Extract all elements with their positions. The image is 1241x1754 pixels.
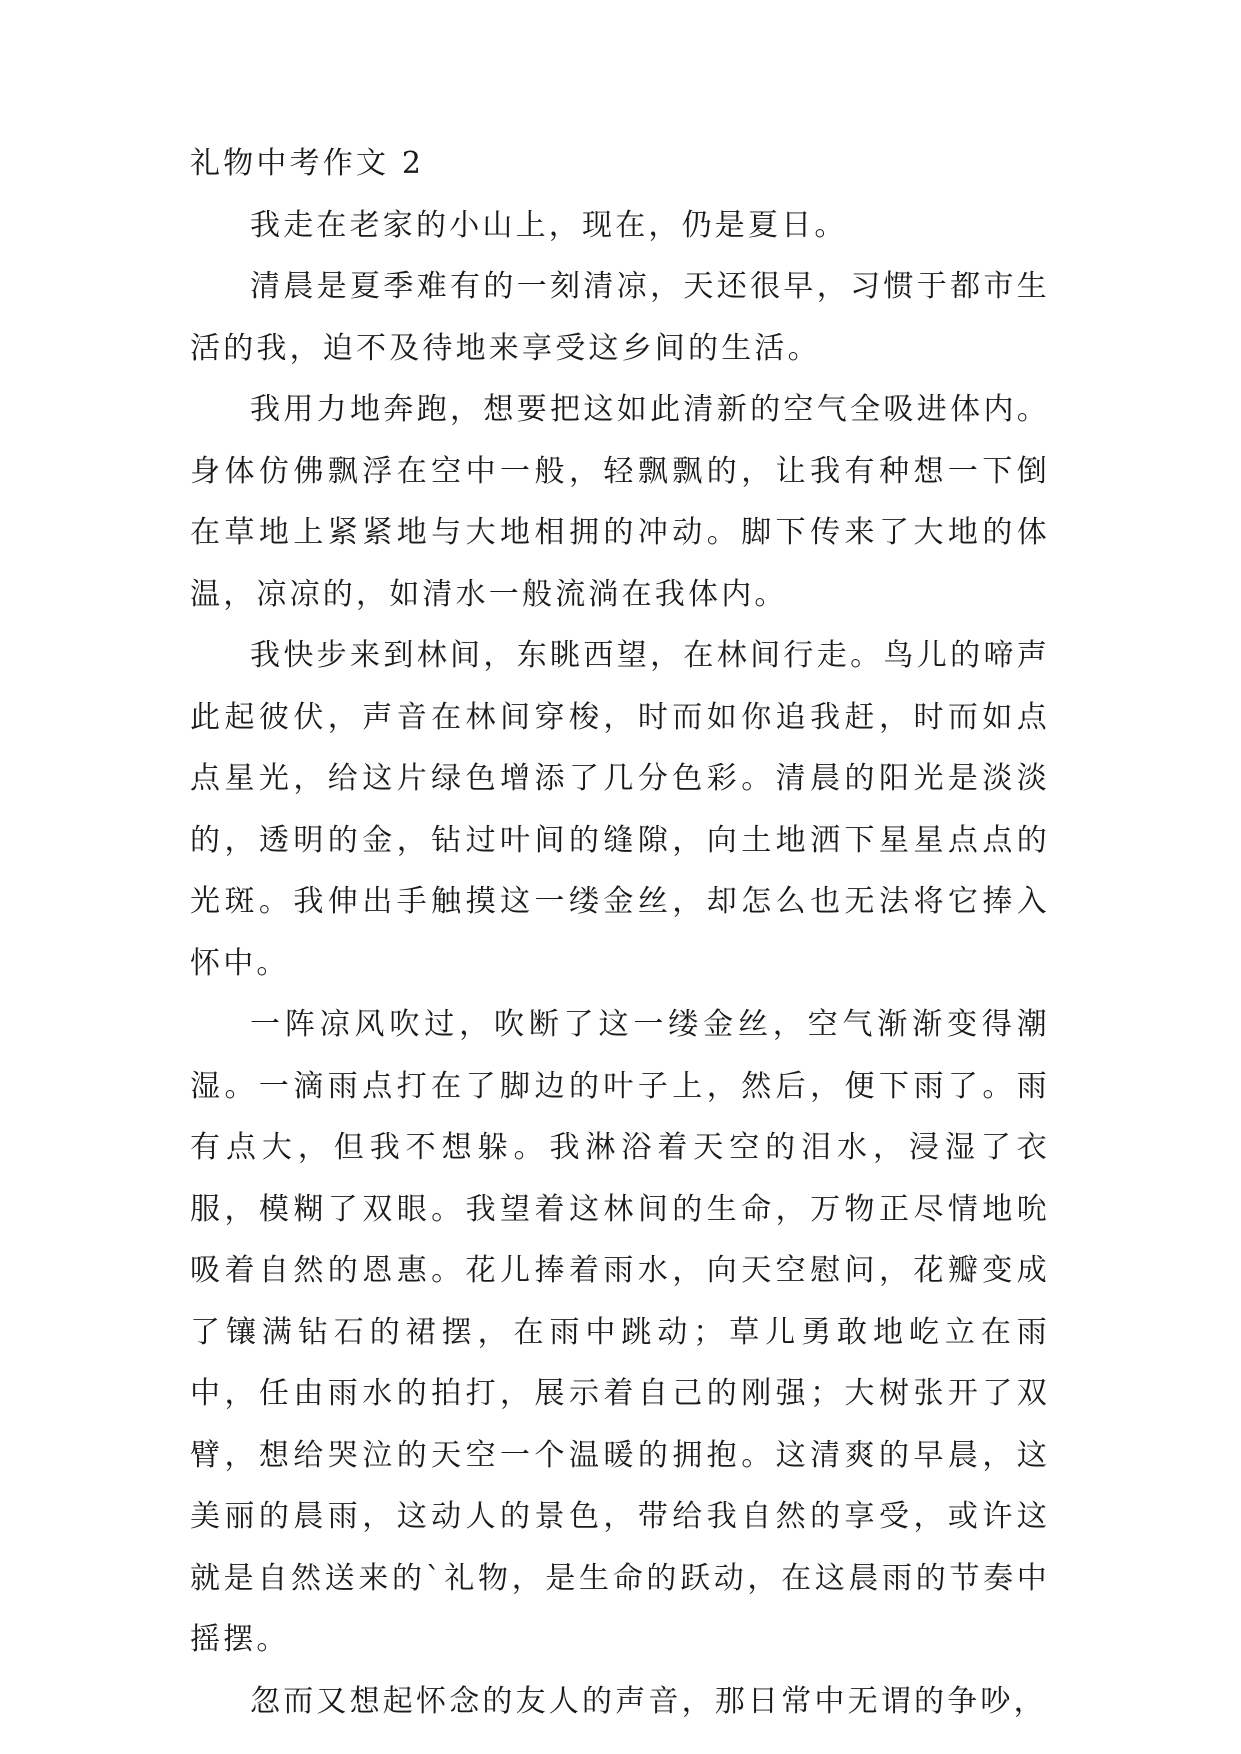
paragraph-4: 我快步来到林间，东眺西望，在林间行走。鸟儿的啼声此起彼伏，声音在林间穿梭，时而如你追我赶，时而如点点星光，给这片绿色增添了几分色彩。清晨的阳光是淡淡的，透明的金，钻过叶间的缝隙，向土地洒下星星点点的光斑。我伸出手触摸这一缕金丝，却怎么也无法将它捧入怀中。 <box>190 638 1050 981</box>
paragraph-5: 一阵凉风吹过，吹断了这一缕金丝，空气渐渐变得潮湿。一滴雨点打在了脚边的叶子上，然后，便下雨了。雨有点大，但我不想躲。我淋浴着天空的泪水，浸湿了衣服，模糊了双眼。我望着这林间的生命，万物正尽情地吮吸着自然的恩惠。花儿捧着雨水，向天空慰问，花瓣变成了镶满钻石的裙摆，在雨中跳动；草儿勇敢地屹立在雨中，任由雨水的拍打，展示着自己的刚强；大树张开了双臂，想给哭泣的天空一个温暖的拥抱。这清爽的早晨，这美丽的晨雨，这动人的景色，带给我自然的享受，或许这就是自然送来的`礼物，是生命的跃动，在这晨雨的节奏中摇摆。 <box>190 1007 1050 1657</box>
paragraph-6: 忽而又想起怀念的友人的声音，那日常中无谓的争吵， <box>250 1683 1047 1719</box>
paragraph-3: 我用力地奔跑，想要把这如此清新的空气全吸进体内。身体仿佛飘浮在空中一般，轻飘飘的，让我有种想一下倒在草地上紧紧地与大地相拥的冲动。脚下传来了大地的体温，凉凉的，如清水一般流淌在我体内。 <box>190 392 1050 612</box>
paragraph-2: 清晨是夏季难有的一刻清凉，天还很早，习惯于都市生活的我，迫不及待地来享受这乡间的生活。 <box>190 269 1050 366</box>
document-body <box>190 133 1050 1732</box>
paragraph-1: 我走在老家的小山上，现在，仍是夏日。 <box>250 207 848 243</box>
document-title: 礼物中考作文 2 <box>190 146 425 181</box>
